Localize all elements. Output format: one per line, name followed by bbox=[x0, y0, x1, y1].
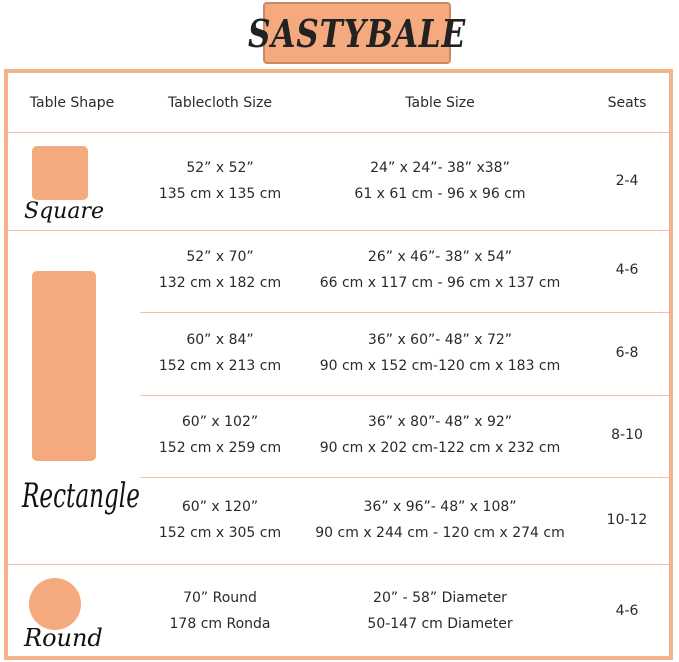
row-5-seats: 10-12 bbox=[606, 512, 648, 528]
shape-label-rectangle: Rectangle bbox=[22, 476, 140, 516]
row-2-seats: 4-6 bbox=[615, 262, 639, 278]
divider bbox=[8, 132, 669, 133]
row-2-table-size: 26” x 46”- 38” x 54” 66 cm x 117 cm - 96 cm x 137 cm bbox=[319, 249, 561, 291]
row-6-table-size: 20” - 58” Diameter 50-147 cm Diameter bbox=[367, 590, 513, 632]
header-table-shape: Table Shape bbox=[29, 95, 115, 111]
divider bbox=[140, 395, 669, 396]
square-shape-icon bbox=[32, 146, 88, 200]
brand-logo bbox=[247, 2, 467, 64]
shape-label-round: Round bbox=[24, 624, 103, 652]
header-tablecloth-size: Tablecloth Size bbox=[168, 95, 272, 111]
header-seats: Seats bbox=[607, 95, 647, 111]
row-4-table-size: 36” x 80”- 48” x 92” 90 cm x 202 cm-122 cm x 232 cm bbox=[319, 414, 561, 456]
row-1-seats: 2-4 bbox=[615, 173, 639, 189]
row-1-cloth-size: 52” x 52” 135 cm x 135 cm bbox=[158, 160, 282, 202]
row-4-cloth-size: 60” x 102” 152 cm x 259 cm bbox=[158, 414, 282, 456]
row-5-cloth-size: 60” x 120” 152 cm x 305 cm bbox=[158, 499, 282, 541]
row-6-cloth-size: 70” Round 178 cm Ronda bbox=[169, 590, 271, 632]
divider bbox=[8, 230, 669, 231]
header-table-size: Table Size bbox=[405, 95, 475, 111]
shape-label-square: Square bbox=[24, 199, 104, 224]
brand-name: SASTYBALE bbox=[247, 10, 467, 56]
row-6-seats: 4-6 bbox=[615, 603, 639, 619]
row-3-seats: 6-8 bbox=[615, 345, 639, 361]
row-4-seats: 8-10 bbox=[611, 427, 643, 443]
row-5-table-size: 36” x 96”- 48” x 108” 90 cm x 244 cm - 120 cm x 274 cm bbox=[315, 499, 565, 541]
divider bbox=[140, 477, 669, 478]
rectangle-shape-icon bbox=[32, 271, 96, 461]
divider bbox=[8, 564, 669, 565]
row-2-cloth-size: 52” x 70” 132 cm x 182 cm bbox=[158, 249, 282, 291]
round-shape-icon bbox=[29, 578, 81, 630]
row-3-table-size: 36” x 60”- 48” x 72” 90 cm x 152 cm-120 cm x 183 cm bbox=[319, 332, 561, 374]
divider bbox=[140, 312, 669, 313]
row-1-table-size: 24” x 24”- 38” x38” 61 x 61 cm - 96 x 96 cm bbox=[354, 160, 526, 202]
row-3-cloth-size: 60” x 84” 152 cm x 213 cm bbox=[158, 332, 282, 374]
